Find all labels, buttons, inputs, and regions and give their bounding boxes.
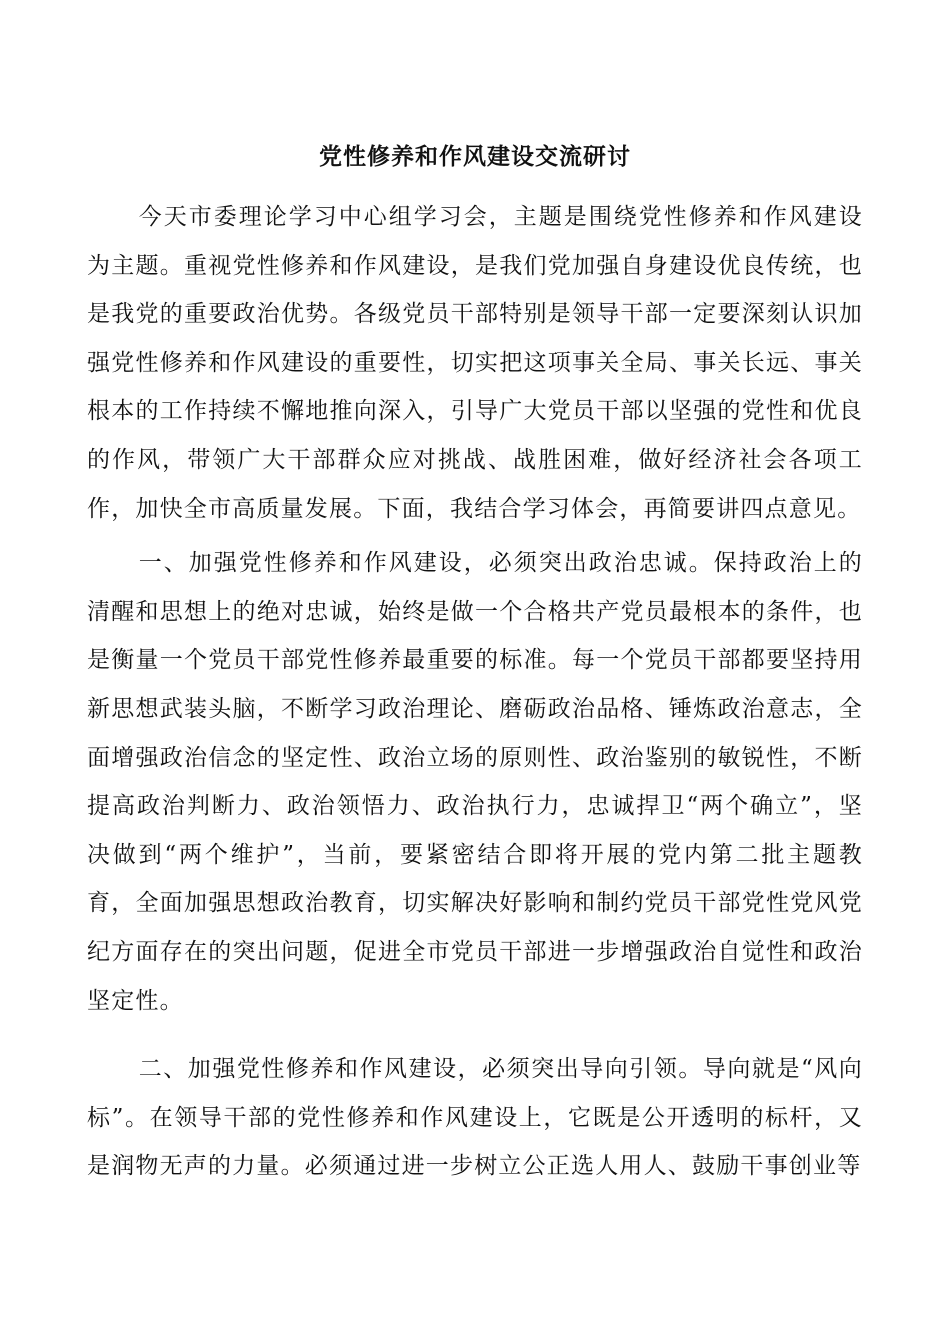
paragraph-point-two: 二、加强党性修养和作风建设，必须突出导向引领。导向就是“风向标”。在领导干部的党性修养和作风建设上，它既是公开透明的标杆，又是润物无声的力量。必须通过进一步树立公正选人用人、鼓励干事创业等 [87, 1056, 863, 1180]
document-body [87, 193, 863, 1197]
paragraph-intro: 今天市委理论学习中心组学习会，主题是围绕党性修养和作风建设为主题。重视党性修养和作风建设，是我们党加强自身建设优良传统，也是我党的重要政治优势。各级党员干部特别是领导干部一定要深刻认识加强党性修养和作风建设的重要性，切实把这项事关全局、事关长远、事关根本的工作持续不懈地推向深入，引导广大党员干部以坚强的党性和优良的作风，带领广大干部群众应对挑战、战胜困难，做好经济社会各项工作，加快全市高质量发展。下面，我结合学习体会，再简要讲四点意见。 [87, 204, 863, 522]
paragraph-point-one: 一、加强党性修养和作风建设，必须突出政治忠诚。保持政治上的清醒和思想上的绝对忠诚，始终是做一个合格共产党员最根本的条件，也是衡量一个党员干部党性修养最重要的标准。每一个党员干部都要坚持用新思想武装头脑，不断学习政治理论、磨砺政治品格、锤炼政治意志，全面增强政治信念的坚定性、政治立场的原则性、政治鉴别的敏锐性，不断提高政治判断力、政治领悟力、政治执行力，忠诚捍卫“两个确立”，坚决做到“两个维护”，当前，要紧密结合即将开展的党内第二批主题教育，全面加强思想政治教育，切实解决好影响和制约党员干部党性党风党纪方面存在的突出问题，促进全市党员干部进一步增强政治自觉性和政治坚定性。 [87, 550, 863, 1014]
document-title: 党性修养和作风建设交流研讨 [319, 143, 631, 170]
